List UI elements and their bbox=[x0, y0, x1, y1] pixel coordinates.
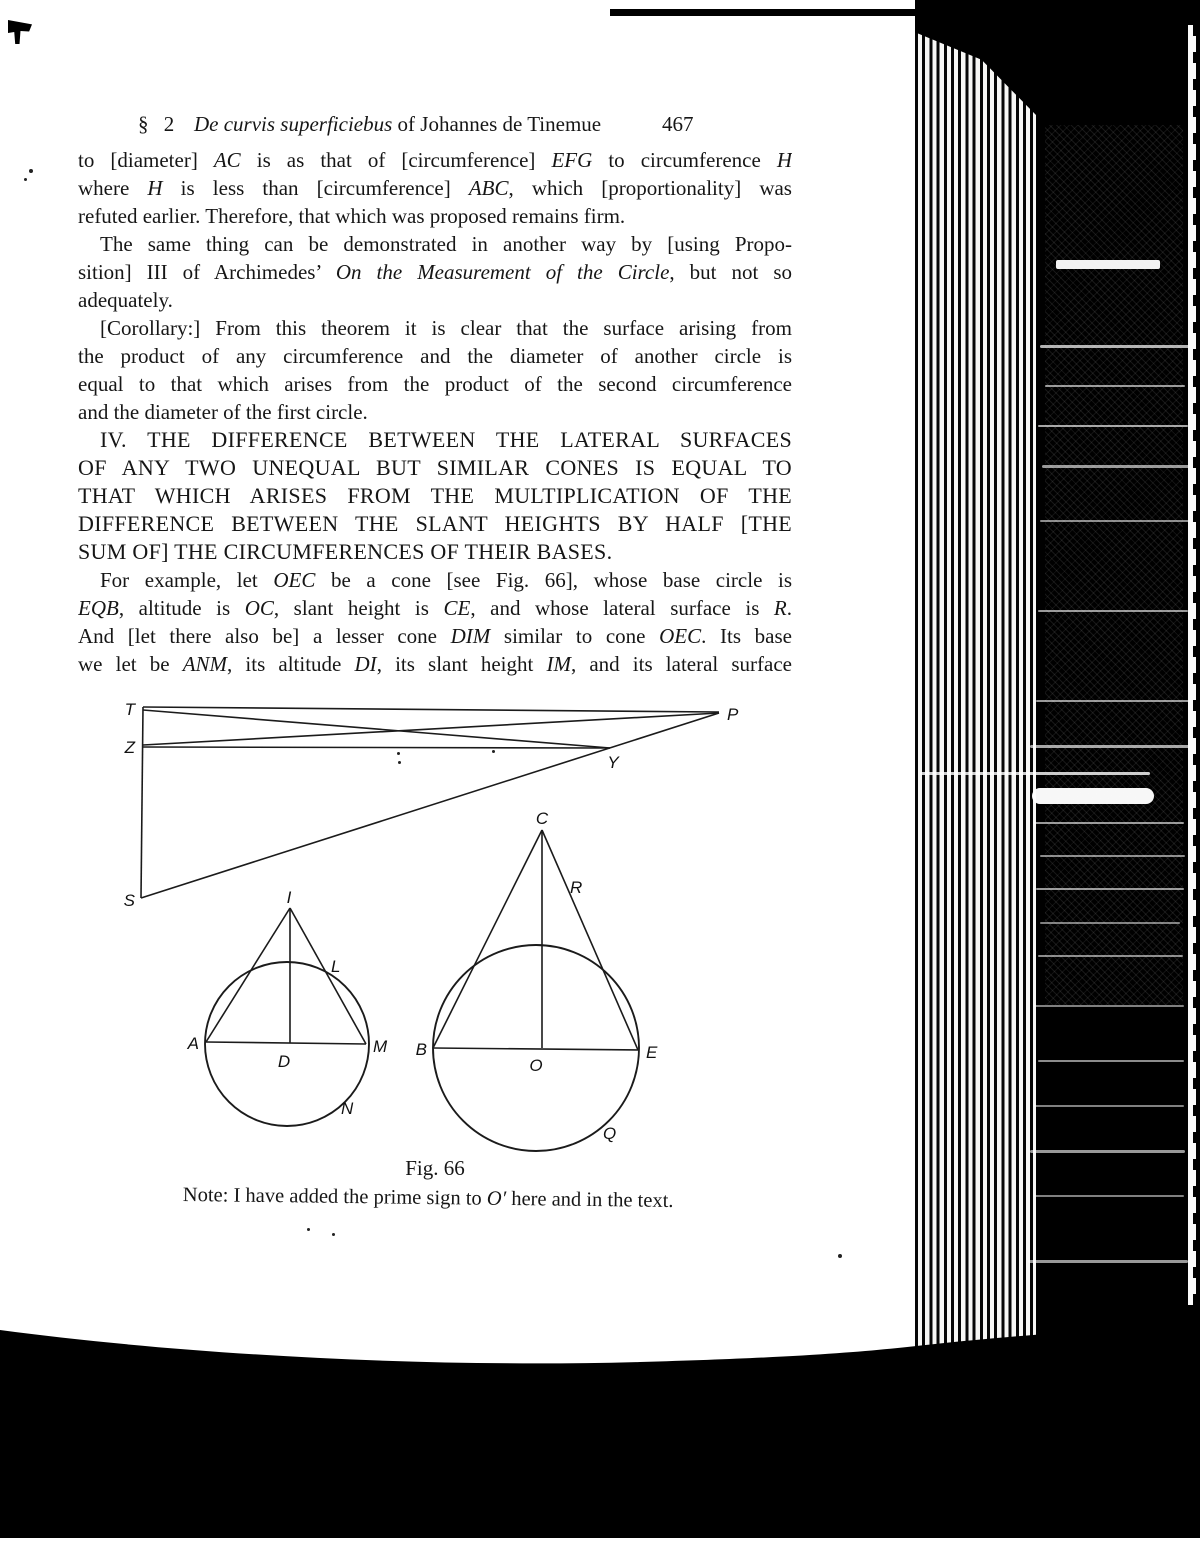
scan-streak bbox=[1028, 1260, 1188, 1263]
page-edge-marks bbox=[1193, 25, 1196, 1305]
scan-streak bbox=[1040, 345, 1190, 348]
figure-caption: Fig. 66 bbox=[405, 1156, 465, 1180]
label-A: A bbox=[187, 1034, 199, 1053]
line-AM bbox=[206, 1042, 366, 1044]
label-D: D bbox=[277, 1052, 291, 1071]
text-segment: IM bbox=[546, 652, 571, 676]
scan-speck bbox=[29, 169, 33, 173]
text-segment: to [diameter] bbox=[78, 148, 214, 172]
text-segment: SUM OF] THE CIRCUMFERENCES OF THEIR BASES. bbox=[78, 539, 613, 564]
text-segment: OEC bbox=[659, 624, 702, 648]
text-segment: DI bbox=[354, 652, 377, 676]
label-L: L bbox=[331, 957, 341, 976]
line-CE bbox=[542, 830, 638, 1050]
text-segment: , and whose lateral surface is bbox=[470, 596, 774, 620]
book-page-edges bbox=[915, 16, 1036, 1350]
work-title: De curvis superficiebus bbox=[194, 112, 393, 136]
scan-streak bbox=[1038, 955, 1183, 957]
scan-streak bbox=[1030, 1150, 1185, 1153]
text-segment: EQB bbox=[78, 596, 119, 620]
text-segment: Note: I have added the prime sign to bbox=[182, 1184, 487, 1210]
label-I: I bbox=[286, 888, 292, 907]
scan-streak bbox=[920, 772, 1150, 775]
scan-streak bbox=[1042, 465, 1190, 468]
text-segment: . Its base bbox=[701, 624, 792, 648]
text-segment: , its slant height bbox=[376, 652, 547, 676]
scan-streak bbox=[1030, 745, 1190, 748]
text-segment: [Corollary:] From this theorem it is clear that the surface arising from bbox=[100, 316, 792, 340]
scan-speck bbox=[307, 1228, 310, 1231]
section-mark: § 2 bbox=[138, 112, 180, 136]
scan-streak bbox=[1038, 610, 1188, 612]
text-segment: , altitude is bbox=[118, 596, 245, 620]
text-segment: R bbox=[773, 596, 787, 620]
scan-streak bbox=[1036, 888, 1184, 890]
scan-streak bbox=[1045, 385, 1185, 387]
text-segment: is less than [circumference] bbox=[162, 176, 469, 200]
text-segment: be a cone [see Fig. 66], whose base circle is bbox=[315, 568, 792, 592]
text-segment: sition] III of Archimedes’ bbox=[78, 260, 336, 284]
text-segment: The same thing can be demonstrated in another way by [using Propo- bbox=[100, 232, 792, 256]
text-segment: And [let there also be] a lesser cone bbox=[78, 624, 451, 648]
text-segment: , which [proportionality] was bbox=[508, 176, 792, 200]
line-TY bbox=[143, 710, 610, 748]
text-segment: H bbox=[776, 148, 792, 172]
text-segment: DIFFERENCE BETWEEN THE SLANT HEIGHTS BY HALF [THE bbox=[78, 511, 792, 536]
line-BC bbox=[433, 830, 542, 1048]
text-segment: similar to cone bbox=[490, 624, 660, 648]
scan-bottom-band bbox=[0, 1300, 1200, 1552]
line-BE bbox=[433, 1048, 638, 1050]
header-title-rest: of Johannes de Tinemue bbox=[392, 112, 602, 136]
book-edge-slit bbox=[1188, 25, 1196, 1305]
scan-streak bbox=[1034, 822, 1184, 824]
bottom-band-shape bbox=[0, 1322, 1200, 1538]
scan-streak bbox=[1034, 1195, 1184, 1197]
scan-streak bbox=[1038, 425, 1188, 427]
text-segment: refuted earlier. Therefore, that which was proposed remains firm. bbox=[78, 204, 626, 228]
text-segment: For example, let bbox=[100, 568, 274, 592]
label-E: E bbox=[646, 1043, 658, 1062]
label-Y: Y bbox=[607, 753, 619, 772]
text-segment: we let be bbox=[78, 652, 183, 676]
text-segment: , its altitude bbox=[227, 652, 355, 676]
scan-streak bbox=[1040, 520, 1192, 522]
text-segment: , slant height is bbox=[273, 596, 444, 620]
text-segment: the product of any circumference and the diameter of another circle is bbox=[78, 344, 792, 368]
scan-streak bbox=[1032, 788, 1154, 804]
text-segment: AC bbox=[213, 148, 241, 172]
book-edge-texture bbox=[1045, 125, 1183, 1005]
scan-speck bbox=[332, 1233, 335, 1236]
line-IM bbox=[290, 908, 366, 1044]
scan-streak bbox=[1038, 1060, 1184, 1062]
label-P: P bbox=[727, 705, 739, 724]
scan-speck bbox=[398, 761, 401, 764]
scan-streak bbox=[1034, 1105, 1184, 1107]
text-segment: O′ bbox=[486, 1187, 507, 1210]
text-segment: equal to that which arises from the product of the second circumference bbox=[78, 372, 792, 396]
text-segment: , but not so bbox=[669, 260, 792, 284]
label-Z: Z bbox=[124, 738, 135, 757]
text-segment: OC bbox=[244, 596, 274, 620]
line-TZS bbox=[141, 707, 143, 898]
scan-streak bbox=[1040, 855, 1185, 857]
scan-speck bbox=[24, 178, 27, 181]
text-segment: here and in the text. bbox=[506, 1187, 674, 1212]
text-segment: where bbox=[78, 176, 148, 200]
label-T: T bbox=[124, 700, 135, 719]
label-M: M bbox=[373, 1037, 388, 1056]
text-segment: . bbox=[786, 596, 792, 620]
text-segment: OF ANY TWO UNEQUAL BUT SIMILAR CONES IS EQUAL TO bbox=[78, 455, 792, 480]
text-segment: , and its lateral surface bbox=[570, 652, 792, 676]
line-ZY bbox=[143, 747, 610, 748]
line-AI bbox=[206, 908, 290, 1042]
label-R: R bbox=[570, 878, 583, 897]
label-Q: Q bbox=[603, 1124, 617, 1143]
text-segment: On the Measurement of the Circle bbox=[335, 260, 670, 284]
text-segment: DIM bbox=[450, 624, 491, 648]
text-segment: adequately. bbox=[78, 288, 173, 312]
line-TP bbox=[143, 707, 719, 712]
text-segment: THAT WHICH ARISES FROM THE MULTIPLICATION OF THE bbox=[78, 483, 792, 508]
text-segment: to circumference bbox=[592, 148, 777, 172]
label-S: S bbox=[123, 891, 135, 910]
scan-speck bbox=[838, 1254, 842, 1258]
text-segment: IV. THE DIFFERENCE BETWEEN THE LATERAL SURFACES bbox=[100, 427, 792, 452]
page-number: 467 bbox=[662, 112, 694, 136]
text-segment: EFG bbox=[551, 148, 593, 172]
scan-streak bbox=[1040, 922, 1180, 924]
label-O: O bbox=[529, 1056, 543, 1075]
scan-speck bbox=[492, 750, 495, 753]
scan-top-line bbox=[610, 9, 918, 16]
label-C: C bbox=[535, 809, 549, 828]
text-segment: H bbox=[147, 176, 163, 200]
scan-streak bbox=[1034, 1005, 1184, 1007]
text-segment: CE bbox=[443, 596, 471, 620]
scan-streak bbox=[1036, 700, 1191, 702]
label-B: B bbox=[415, 1040, 427, 1059]
text-segment: ABC bbox=[468, 176, 509, 200]
text-segment: is as that of [circumference] bbox=[240, 148, 552, 172]
text-segment: OEC bbox=[273, 568, 316, 592]
scan-speck bbox=[397, 752, 400, 755]
text-segment: and the diameter of the first circle. bbox=[78, 400, 368, 424]
label-N: N bbox=[341, 1099, 354, 1118]
scan-streak bbox=[1056, 260, 1160, 269]
text-segment: ANM bbox=[182, 652, 228, 676]
